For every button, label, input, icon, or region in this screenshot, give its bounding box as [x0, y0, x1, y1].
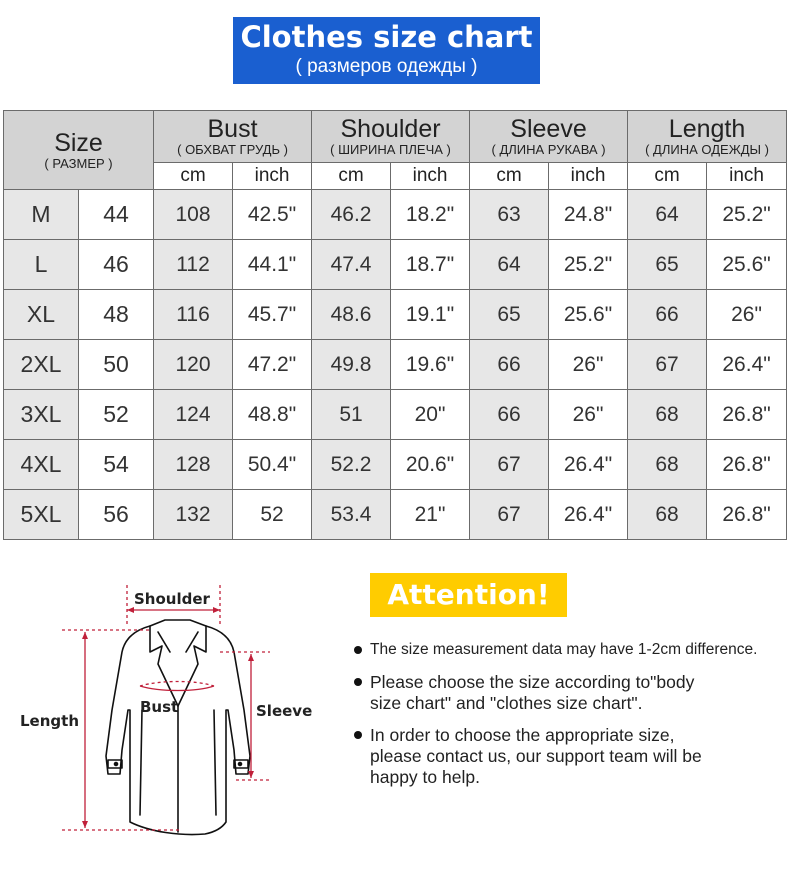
note-line: In order to choose the appropriate size, — [370, 725, 675, 745]
value-cell: 64 — [628, 190, 707, 240]
value-cell: 20" — [391, 390, 470, 440]
unit-cell: cm — [312, 162, 391, 189]
value-cell: 116 — [154, 290, 233, 340]
value-cell: 18.7" — [391, 240, 470, 290]
size-name-cell: 5XL — [4, 490, 79, 540]
note-line: The size measurement data may have 1-2cm difference. — [370, 641, 758, 658]
value-cell: 47.2" — [233, 340, 312, 390]
bust-header-title: Bust — [207, 114, 258, 143]
length-header — [628, 111, 787, 163]
value-cell: 26" — [549, 340, 628, 390]
value-cell: 124 — [154, 390, 233, 440]
value-cell: 21" — [391, 490, 470, 540]
sleeve-header — [470, 111, 628, 163]
header-row — [4, 111, 787, 163]
size-name-cell: L — [4, 240, 79, 290]
value-cell: 46.2 — [312, 190, 391, 240]
value-cell: 51 — [312, 390, 391, 440]
value-cell: 19.6" — [391, 340, 470, 390]
value-cell: 26.4" — [549, 490, 628, 540]
value-cell: 25.6" — [549, 290, 628, 340]
value-cell: 48.6 — [312, 290, 391, 340]
bullet-icon — [354, 646, 362, 654]
unit-cell: cm — [628, 162, 707, 189]
value-cell: 20.6" — [391, 440, 470, 490]
size-header-sub: ( РАЗМЕР ) — [44, 155, 113, 171]
size-ru-cell: 48 — [79, 290, 154, 340]
value-cell: 42.5" — [233, 190, 312, 240]
value-cell: 65 — [628, 240, 707, 290]
note-item — [352, 640, 788, 660]
value-cell: 25.6" — [707, 240, 787, 290]
value-cell: 68 — [628, 440, 707, 490]
size-name-cell: 2XL — [4, 340, 79, 390]
note-line: please contact us, our support team will be — [370, 746, 702, 766]
value-cell: 52.2 — [312, 440, 391, 490]
unit-cell: inch — [549, 162, 628, 189]
value-cell: 67 — [470, 490, 549, 540]
table-row — [4, 390, 787, 440]
value-cell: 26.8" — [707, 390, 787, 440]
value-cell: 24.8" — [549, 190, 628, 240]
table-row — [4, 440, 787, 490]
shoulder-header-title: Shoulder — [340, 114, 441, 143]
size-ru-cell: 50 — [79, 340, 154, 390]
value-cell: 67 — [470, 440, 549, 490]
size-ru-cell: 54 — [79, 440, 154, 490]
size-table — [3, 110, 787, 540]
value-cell: 68 — [628, 390, 707, 440]
sleeve-header-title: Sleeve — [510, 114, 587, 143]
sleeve-header-sub: ( ДЛИНА РУКАВА ) — [491, 141, 606, 157]
value-cell: 128 — [154, 440, 233, 490]
table-row — [4, 290, 787, 340]
note-item — [352, 672, 788, 714]
value-cell: 112 — [154, 240, 233, 290]
length-header-title: Length — [668, 114, 746, 143]
value-cell: 44.1" — [233, 240, 312, 290]
shoulder-header — [312, 111, 470, 163]
bullet-icon — [354, 678, 362, 686]
title-banner — [233, 17, 540, 84]
unit-cell: inch — [233, 162, 312, 189]
value-cell: 26.4" — [707, 340, 787, 390]
sleeve-label: Sleeve — [256, 702, 313, 720]
value-cell: 26" — [707, 290, 787, 340]
bust-header-sub: ( ОБХВАТ ГРУДЬ ) — [177, 141, 288, 157]
value-cell: 66 — [628, 290, 707, 340]
value-cell: 68 — [628, 490, 707, 540]
value-cell: 52 — [233, 490, 312, 540]
value-cell: 25.2" — [549, 240, 628, 290]
bust-header — [154, 111, 312, 163]
value-cell: 120 — [154, 340, 233, 390]
value-cell: 25.2" — [707, 190, 787, 240]
length-label: Length — [20, 712, 79, 730]
bullet-icon — [354, 731, 362, 739]
attention-banner: Attention! — [370, 573, 567, 617]
value-cell: 18.2" — [391, 190, 470, 240]
size-header — [4, 111, 154, 190]
size-ru-cell: 44 — [79, 190, 154, 240]
length-header-sub: ( ДЛИНА ОДЕЖДЫ ) — [645, 141, 769, 157]
size-name-cell: M — [4, 190, 79, 240]
notes-list — [352, 640, 788, 788]
size-name-cell: 4XL — [4, 440, 79, 490]
value-cell: 66 — [470, 390, 549, 440]
value-cell: 63 — [470, 190, 549, 240]
size-name-cell: XL — [4, 290, 79, 340]
value-cell: 50.4" — [233, 440, 312, 490]
note-item — [352, 725, 788, 788]
value-cell: 26.8" — [707, 490, 787, 540]
value-cell: 26" — [549, 390, 628, 440]
value-cell: 26.8" — [707, 440, 787, 490]
size-ru-cell: 52 — [79, 390, 154, 440]
value-cell: 132 — [154, 490, 233, 540]
value-cell: 47.4 — [312, 240, 391, 290]
table-row — [4, 240, 787, 290]
table-row — [4, 340, 787, 390]
unit-cell: cm — [154, 162, 233, 189]
value-cell: 19.1" — [391, 290, 470, 340]
chart-title: Clothes size chart — [240, 20, 533, 54]
note-line: size chart" and "clothes size chart". — [370, 693, 643, 713]
note-line: happy to help. — [370, 767, 480, 787]
value-cell: 108 — [154, 190, 233, 240]
shoulder-header-sub: ( ШИРИНА ПЛЕЧА ) — [330, 141, 451, 157]
note-line: Please choose the size according to"body — [370, 672, 695, 692]
size-ru-cell: 46 — [79, 240, 154, 290]
value-cell: 53.4 — [312, 490, 391, 540]
value-cell: 49.8 — [312, 340, 391, 390]
size-ru-cell: 56 — [79, 490, 154, 540]
size-header-title: Size — [54, 128, 103, 157]
unit-cell: inch — [707, 162, 787, 189]
table-row — [4, 490, 787, 540]
value-cell: 65 — [470, 290, 549, 340]
shoulder-label: Shoulder — [134, 590, 210, 608]
size-name-cell: 3XL — [4, 390, 79, 440]
chart-subtitle: ( размеров одежды ) — [295, 56, 478, 77]
value-cell: 45.7" — [233, 290, 312, 340]
value-cell: 67 — [628, 340, 707, 390]
unit-cell: cm — [470, 162, 549, 189]
coat-diagram — [0, 560, 340, 860]
value-cell: 26.4" — [549, 440, 628, 490]
table-row — [4, 190, 787, 240]
value-cell: 48.8" — [233, 390, 312, 440]
bust-label: Bust — [140, 698, 179, 716]
value-cell: 64 — [470, 240, 549, 290]
unit-cell: inch — [391, 162, 470, 189]
value-cell: 66 — [470, 340, 549, 390]
